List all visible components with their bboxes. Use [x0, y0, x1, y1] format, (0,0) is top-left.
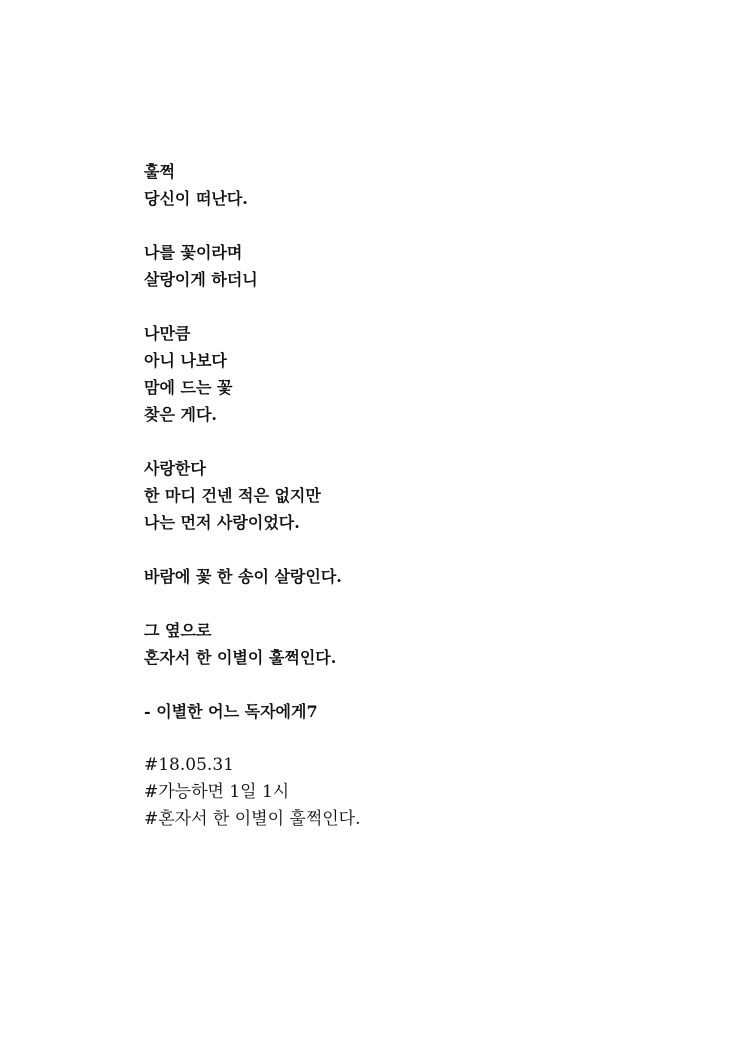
poem-line: 당신이 떠난다. [144, 189, 248, 208]
hashtag: #혼자서 한 이별이 훌쩍인다. [144, 809, 361, 829]
poem-line: 나를 꽃이라며 [144, 243, 243, 262]
hashtag-date: #18.05.31 [144, 755, 234, 775]
hashtags [144, 752, 684, 833]
hashtag: #가능하면 1일 1시 [144, 782, 290, 802]
poem-line: 살랑이게 하더니 [144, 270, 258, 289]
poem-line: 한 마디 건넨 적은 없지만 [144, 486, 321, 505]
poem-line: 찾은 게다. [144, 405, 217, 424]
poem-line: 그 옆으로 [144, 621, 212, 640]
poem-line: 나는 먼저 사랑이었다. [144, 513, 300, 532]
stanza-2 [144, 239, 684, 293]
poem-body [144, 158, 684, 860]
stanza-3 [144, 320, 684, 428]
poem-line: 훌쩍 [144, 162, 175, 181]
dedication-line: - 이별한 어느 독자에게7 [144, 702, 318, 721]
poem-line: 맘에 드는 꽃 [144, 378, 233, 397]
poem-line: 혼자서 한 이별이 훌쩍인다. [144, 648, 337, 667]
poem-line: 바람에 꽃 한 송이 살랑인다. [144, 567, 342, 586]
dedication [144, 698, 684, 725]
stanza-4 [144, 455, 684, 536]
poem-line: 사랑한다 [144, 459, 206, 478]
poem-line: 나만큼 [144, 324, 191, 343]
stanza-5 [144, 563, 684, 590]
stanza-1 [144, 158, 684, 212]
stanza-6 [144, 617, 684, 671]
poem-line: 아니 나보다 [144, 351, 227, 370]
